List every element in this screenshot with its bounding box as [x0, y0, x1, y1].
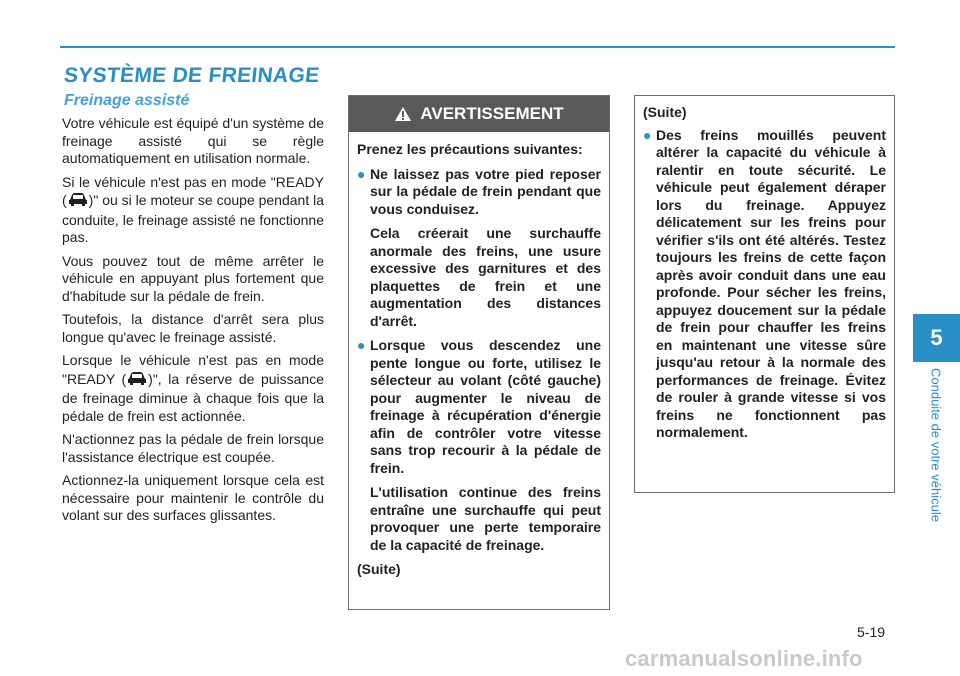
paragraph: Toutefois, la distance d'arrêt sera plus longue qu'avec le freinage assisté. [62, 311, 324, 345]
bullet-detail: L'utilisation continue des freins entraîne une surchauffe qui peut provoquer une perte temporaire de la capacité de freinage. [370, 484, 601, 553]
paragraph [62, 174, 324, 247]
continuation-box [634, 95, 895, 493]
watermark: carmanualsonline.info [625, 646, 863, 671]
warning-body [349, 132, 609, 579]
chapter-label: Conduite de votre véhicule [928, 368, 944, 522]
paragraph [62, 352, 324, 425]
warning-triangle-icon [394, 106, 412, 122]
text-segment: )", la réserve de puissance de freinage diminue à chaque fois que la pédale de frein est actionnée. [62, 370, 324, 424]
list-item [643, 127, 886, 442]
bullet-text: Ne laissez pas votre pied reposer sur la pédale de frein pendant que vous conduisez. [370, 165, 601, 217]
text-segment: Si le véhicule n'est pas en mode "READY ( [62, 173, 324, 208]
text-segment: )" ou si le moteur se coupe pendant la conduite, le freinage assisté ne fonctionne pas. [62, 191, 325, 245]
paragraph: Vous pouvez tout de même arrêter le véhicule en appuyant plus fortement que d'habitude sur la pédale de frein. [62, 252, 324, 304]
warning-intro: Prenez les précautions suivantes: [357, 141, 583, 157]
bullet-dot-icon: ● [357, 165, 366, 182]
warning-header [349, 96, 609, 132]
warning-box [348, 95, 610, 610]
left-column [62, 115, 324, 531]
section-title: SYSTÈME DE FREINAGE [62, 64, 321, 87]
text-segment: Lorsque le véhicule n'est pas en mode "READY ( [62, 352, 324, 387]
bullet-dot-icon: ● [357, 337, 366, 353]
continued-label: (Suite) [357, 561, 401, 577]
paragraph: N'actionnez pas la pédale de frein lorsque l'assistance électrique est coupée. [62, 431, 324, 465]
page-number: 5-19 [857, 624, 886, 640]
ready-car-icon [67, 191, 89, 212]
bullet-detail: Cela créerait une surchauffe anormale des freins, une usure excessive des garnitures et des plaquettes de frein et une augmentation des distances d'arrêt. [370, 225, 601, 329]
list-item [357, 166, 601, 219]
ready-car-icon [126, 370, 148, 391]
chapter-tab: 5 [913, 314, 960, 362]
continued-label: (Suite) [643, 104, 687, 120]
paragraph: Actionnez-la uniquement lorsque cela est nécessaire pour maintenir le contrôle du volant sur des surfaces glissantes. [62, 472, 324, 523]
bullet-dot-icon: ● [643, 126, 652, 143]
paragraph: Votre véhicule est équipé d'un système de freinage assisté qui se règle automatiquement en utilisation normale. [62, 115, 324, 166]
top-rule [60, 46, 895, 48]
bullet-text: Lorsque vous descendez une pente longue ou forte, utilisez le sélecteur au volant (côté gauche) pour augmenter le niveau de freinage à récupération d'énergie afin de contrôler votre vitesse sans trop recourir à la pédale de frein. [370, 337, 601, 476]
sub-title: Freinage assisté [64, 92, 190, 109]
bullet-text: Des freins mouillés peuvent altérer la capacité du véhicule à ralentir en toute sécurité. Le véhicule peut également déraper lors du freinage. Appuyez délicatement sur les freins pour vérifier s'ils ont été altérés. Testez toujours les freins de cette façon après avoir conduit dans une eau profonde. Pour sécher les freins, appuyez doucement sur la pédale de frein pour chauffer les freins en maintenant une vitesse sûre jusqu'au retour à la normale des performances de freinage. Évitez de rouler à grande vitesse si vos freins ne fonctionnent pas normalement. [656, 126, 886, 440]
warning-heading: AVERTISSEMENT [420, 104, 564, 123]
list-item [357, 337, 601, 477]
